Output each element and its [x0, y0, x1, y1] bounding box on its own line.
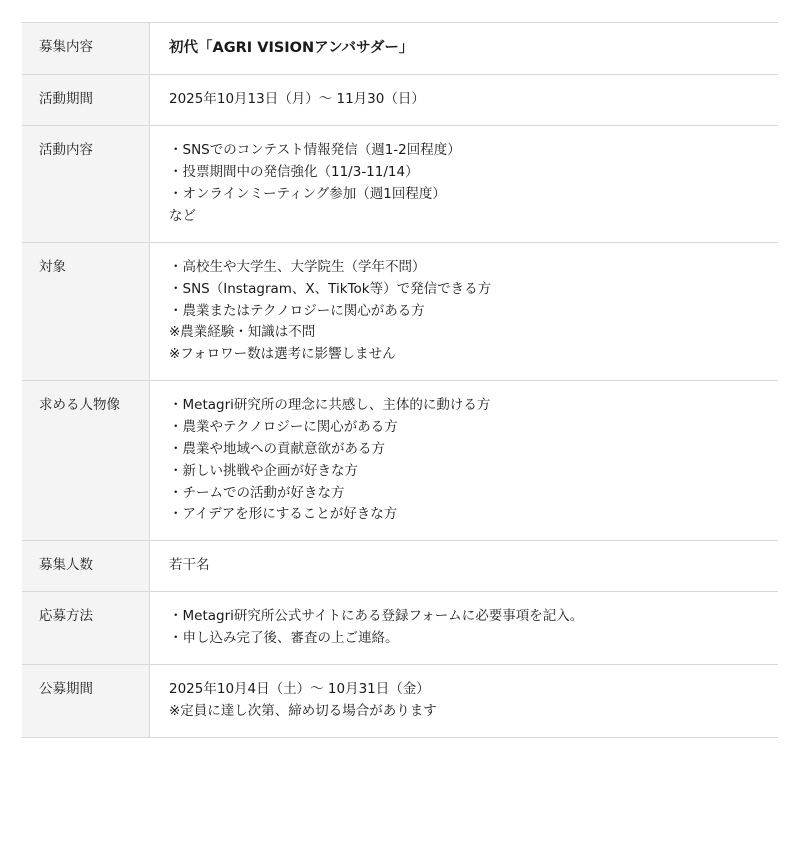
table-row [22, 664, 778, 737]
row-label-cell: 応募方法 [22, 592, 150, 665]
row-value-cell [150, 23, 779, 75]
cell-line: ・SNS（Instagram、X、TikTok等）で発信できる方 [169, 280, 492, 297]
cell-line: ※定員に達し次第、締め切る場合があります [169, 702, 437, 719]
cell-line: 2025年10月4日（土）～ 10月31日（金） [169, 680, 430, 697]
row-value-cell [150, 126, 779, 242]
cell-line: ・高校生や大学生、大学院生（学年不問） [169, 258, 426, 275]
recruitment-info-table [22, 22, 778, 738]
table-row [22, 23, 778, 75]
cell-line: ・申し込み完了後、審査の上ご連絡。 [169, 629, 399, 646]
row-label-cell: 対象 [22, 242, 150, 380]
cell-line: ※農業経験・知識は不問 [169, 324, 316, 341]
cell-line: ・新しい挑戦や企画が好きな方 [169, 462, 358, 479]
row-label-cell: 募集人数 [22, 541, 150, 592]
table-row [22, 126, 778, 242]
cell-line: ・投票期間中の発信強化（11/3-11/14） [169, 164, 419, 181]
row-value-cell [150, 592, 779, 665]
cell-line: ・Metagri研究所公式サイトにある登録フォームに必要事項を記入。 [169, 608, 584, 625]
row-value-cell [150, 541, 779, 592]
cell-line: 若干名 [169, 557, 210, 574]
cell-line: ・オンラインミーティング参加（週1回程度） [169, 186, 446, 203]
cell-line: ・農業またはテクノロジーに関心がある方 [169, 302, 425, 319]
table-row [22, 381, 778, 541]
row-value-cell [150, 242, 779, 380]
cell-line: ※フォロワー数は選考に影響しません [169, 346, 396, 363]
table-row [22, 75, 778, 126]
cell-line: 初代「AGRI VISIONアンバサダー」 [169, 40, 414, 56]
cell-line: ・農業やテクノロジーに関心がある方 [169, 418, 398, 435]
cell-line: ・アイデアを形にすることが好きな方 [169, 506, 398, 523]
row-label-cell: 求める人物像 [22, 381, 150, 541]
row-label-cell: 募集内容 [22, 23, 150, 75]
cell-line: 2025年10月13日（月）～ 11月30（日） [169, 91, 425, 108]
row-label-cell: 公募期間 [22, 664, 150, 737]
row-value-cell [150, 664, 779, 737]
row-label-cell: 活動内容 [22, 126, 150, 242]
row-value-cell [150, 75, 779, 126]
cell-line: ・Metagri研究所の理念に共感し、主体的に動ける方 [169, 397, 491, 414]
cell-line: ・農業や地域への貢献意欲がある方 [169, 440, 385, 457]
cell-line: ・SNSでのコンテスト情報発信（週1-2回程度） [169, 142, 461, 159]
table-row [22, 592, 778, 665]
cell-line: ・チームでの活動が好きな方 [169, 484, 345, 501]
cell-line: など [169, 207, 196, 224]
table-body [22, 23, 778, 738]
row-value-cell [150, 381, 779, 541]
table-row [22, 541, 778, 592]
row-label-cell: 活動期間 [22, 75, 150, 126]
table-row [22, 242, 778, 380]
